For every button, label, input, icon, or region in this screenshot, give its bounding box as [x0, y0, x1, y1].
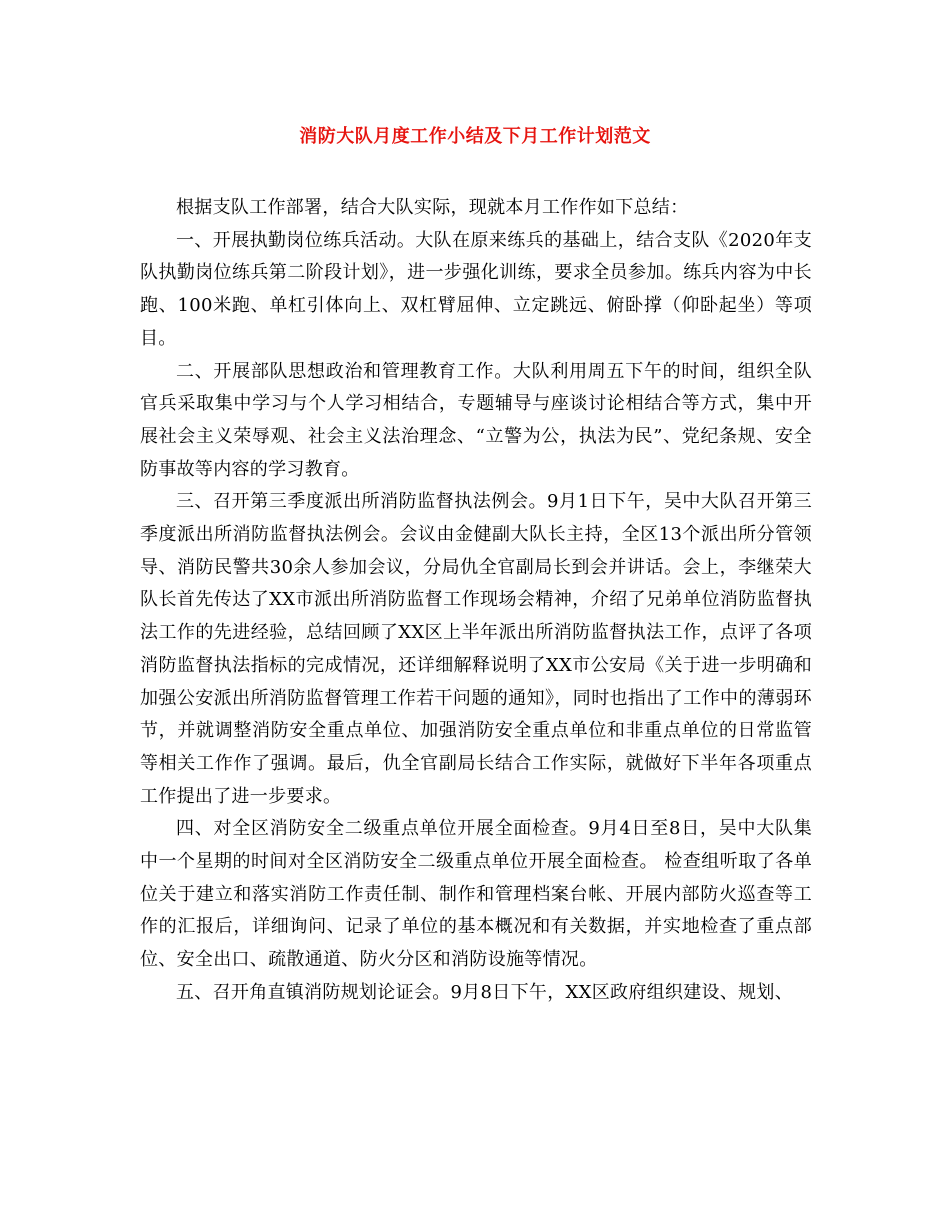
document-body — [140, 192, 812, 1010]
paragraph-section-5: 五、召开角直镇消防规划论证会。9月8日下午，XX区政府组织建设、规划、 — [176, 981, 794, 1003]
paragraph-section-4: 四、对全区消防安全二级重点单位开展全面检查。9月4日至8日，吴中大队集中一个星期的时间对全区消防安全二级重点单位开展全面检查。 检查组听取了各单位关于建立和落实消防工作责任制、制作和管理档案台帐、开展内部防火巡查等工作的汇报后，详细询问、记录了单位的基本概况和有关数据，并实地检查了重点部位、安全出口、疏散通道、防火分区和消防设施等情况。 — [140, 818, 812, 971]
paragraph-intro: 根据支队工作部署，结合大队实际，现就本月工作作如下总结： — [176, 197, 689, 218]
paragraph-section-1: 一、开展执勤岗位练兵活动。大队在原来练兵的基础上，结合支队《2020年支队执勤岗位练兵第二阶段计划》，进一步强化训练，要求全员参加。练兵内容为中长跑、100米跑、单杠引体向上、双杠臂屈伸、立定跳远、俯卧撑（仰卧起坐）等项目。 — [140, 229, 812, 349]
document-title: 消防大队月度工作小结及下月工作计划范文 — [299, 126, 651, 147]
paragraph-section-2: 二、开展部队思想政治和管理教育工作。大队利用周五下午的时间，组织全队官兵采取集中学习与个人学习相结合，专题辅导与座谈讨论相结合等方式，集中开展社会主义荣辱观、社会主义法治理念、“立警为公，执法为民”、党纪条规、安全防事故等内容的学习教育。 — [140, 360, 812, 480]
paragraph-section-3: 三、召开第三季度派出所消防监督执法例会。9月1日下午，吴中大队召开第三季度派出所消防监督执法例会。会议由金健副大队长主持，全区13个派出所分管领导、消防民警共30余人参加会议，分局仇全官副局长到会并讲话。会上，李继荣大队长首先传达了XX市派出所消防监督工作现场会精神，介绍了兄弟单位消防监督执法工作的先进经验，总结回顾了XX区上半年派出所消防监督执法工作，点评了各项消防监督执法指标的完成情况，还详细解释说明了XX市公安局《关于进一步明确和加强公安派出所消防监督管理工作若干问题的通知》，同时也指出了工作中的薄弱环节，并就调整消防安全重点单位、加强消防安全重点单位和非重点单位的日常监管等相关工作作了强调。最后，仇全官副局长结合工作实际，就做好下半年各项重点工作提出了进一步要求。 — [140, 491, 812, 807]
